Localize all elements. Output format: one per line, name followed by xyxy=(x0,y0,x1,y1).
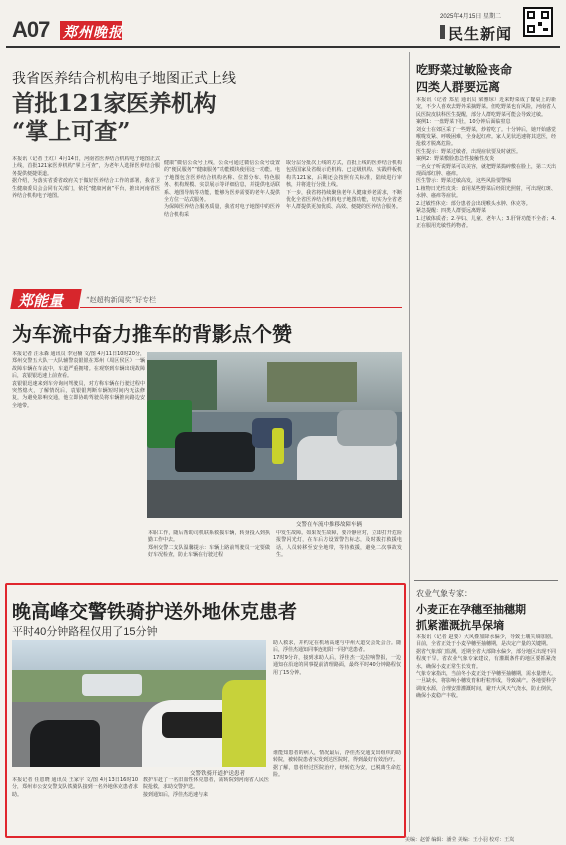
page-number: A07 xyxy=(12,17,50,42)
article-body: 本报讯（记者 赵要）大风叠加降水偏少，导致土壤失墒加剧。目前，全省正处于小麦孕穗至抽穗期，是决定产量的关键期。 据省气象部门监测，近期全省大部降水偏少，部分地区出现不同程度干旱。省农业气象专家建议，有灌溉条件的地区要抓紧浇水，确保小麦正常生长发育。 气象专家指出，当前冬小麦正处于孕穗至抽穗期，需水量增大。一旦缺水，将影响小穗发育和籽粒形成，导致减产。各地要科学调度水源，合理安排灌溉时间，避开大风天气浇水，防止倒伏，确保小麦稳产丰收。 xyxy=(416,634,556,700)
article-kicker: 我省医养结合机构电子地图正式上线 xyxy=(12,71,236,87)
photo-caption: 交警铁骑开道护送患者 xyxy=(190,771,246,777)
article-headline-2: 抓紧灌溉抗旱保墒 xyxy=(416,619,504,632)
article-body-col3: 取分层分批次上线的方式，首批上线的医养结合机构包括国家及省级示范机构、已定级机构、实践样板机构共121家，后期还会按照有关标准，陆续进行审核，并将进行分批上线。 下一步，我省将持续聚焦老年人健康养老需求，不断优化全省医养结合机构电子地图功能，切实为全省老年人群提供更加优质、高效、便捷的医养结合服务。 xyxy=(286,160,402,211)
article-headline: 晚高峰交警铁骑护送外地休克患者 xyxy=(12,601,298,623)
article-kicker: 农业气象专家： xyxy=(416,589,472,598)
masthead-rule xyxy=(6,46,560,48)
article-body-col2: 教护车赶了一名旧血性休克患者，需转院到河南省人民医院抢救，求助交警护送。 接到通知后，浮佳杰迅速与来 xyxy=(143,777,269,798)
editor-credits: 美编：赵蕾 编辑：潘莹 美编：王小羽 校对：王岚 xyxy=(405,837,515,843)
article-headline: 吃野菜过敏险丧命 xyxy=(416,63,513,77)
article-body-col3: 中发生故障。如果发生故障，要冷静应对，立即打开危险报警闪光灯，在车后方设置警告标志，及时拨打救援电话，人员转移至安全地带，等待救援，避免二次事故发生。 xyxy=(276,530,402,559)
brand-underline xyxy=(80,307,402,308)
photo-caption: 交警在车流中推移故障车辆 xyxy=(296,522,363,528)
article-headline: 为车流中奋力推车的背影点个赞 xyxy=(12,322,292,346)
section-marker xyxy=(440,25,445,39)
article-body-col3: 助人救求，并约定在机场高速与中州大道交会处会合。随后，浮佳杰通知同事连旭阳一同护送患者。 17时9分许，接到求助人后，浮佳杰一边拉响警报，一边通知在沿途的同事提前清理路面，最终平时40分钟路程仅用了15分钟。 xyxy=(273,640,401,676)
qr-code-icon xyxy=(523,7,553,37)
article-subheadline: 平时40分钟路程仅用了15分钟 xyxy=(12,626,158,638)
article-body-col1: 本报记者 任恩晓 通讯员 王家宇 文/图 4月13日16时10分，郑州市公安交警支队铁骑队接到一名外地休克患者求助。 xyxy=(12,777,138,798)
article-headline-2: 四类人群要远离 xyxy=(416,80,501,94)
issue-date: 2025年4月15日 星期二 xyxy=(440,14,502,20)
article-body-col1: 本报讯（记者 王红）4月14日，河南省医养结合机构电子地图正式上线，首批121家医养机构“掌上可查”，为老年人选择医养结合服务提供便捷渠道。 据介绍，为落实省委省政府关于做好医养结合工作的部署，我省卫生健康委员会会同有关部门，依托“健康河南”平台，推出河南省医养结合机构电子地图。 xyxy=(12,156,160,200)
section-title: 民生新闻 xyxy=(448,26,513,43)
article-body-col2: 本职工作，随后帮助司机联系救援车辆，转身投入到执勤工作中去。 郑州交警二支队温馨提示：车辆上路前驾驶员一定要做好车况检查，防止车辆在行驶过程 xyxy=(148,530,270,559)
article-headline: 首批121家医养机构 xyxy=(12,90,217,117)
newspaper-name: 郑州晚报 xyxy=(63,24,123,40)
column-divider xyxy=(409,52,410,832)
column-separator xyxy=(414,580,558,581)
news-photo-motorcycle xyxy=(12,640,266,767)
article-body-col2: 健康”微信公众号上线，公众可通过微信公众号设置的“便民服务”“健康服务”功能模块使用这一功能。电子地图包含医养结合机构名称、位置分布、特色服务、机构规模、实景展示等详细信息，并提供电话联系、地图导航等功能，能够为医养需要的老年人提供全方位一站式服务。 为保障医养结合服务质量，我省对电子地图中的医养结合机构采 xyxy=(164,160,280,218)
article-headline-2: “掌上可查” xyxy=(12,118,131,145)
column-tagline: “赵超构新闻奖”好专栏 xyxy=(86,296,157,304)
article-headline: 小麦正在孕穗至抽穗期 xyxy=(416,603,526,616)
column-brand: 郑能量 xyxy=(18,293,64,310)
article-body-col4: 谁能知患者的病人，情况最后，浮佳杰交通支出组织的助转院，被转院患者实发到达医院时，得到最好有效治疗。 据了解，患者经过医院治疗，经转危为安，已脱离生命危险。 xyxy=(273,750,401,779)
article-body-col1: 本报记者 汪永森 通讯员 李冠楠 文/图 4月11日10时20分，郑州交警五大队一大队辅警袁银银在郑州（周区侯区）一辆故障车辆在车流中，车道严重拥堵。在观察到车辆出现故障后，袁银银迅速上前查看。 袁银银迅速来到车旁询问驾驶员，对方称车辆在行驶过程中突然熄火，了解情况后，袁银银判断车辆短时间内无法修复，为避免影响交通，他立即协助驾驶员将车辆推向路边安全地带。 xyxy=(12,351,145,409)
article-body: 本报讯（记者 郑星 通讯员 梁雅琼）近来野菜成了餐桌上的新宠，不少人喜欢去野外采摘野菜。但吃野菜也有风险，河南省人民医院皮肤科医生提醒，部分人群吃野菜可能会导致过敏。 案例1：一盘野菜下肚，10分钟后面临窒息 刘女士在郊区采了一些野菜，炒着吃了。十分钟后，她开始感觉喉咙发紧、呼吸困难，全身起红疹。家人见状迅速将其送医，经抢救才脱离危险。 医生提示：野菜过敏者，出现症状要及时就医。 案例2：野菜敷脸患急性接触性皮炎 一名女子听说野菜可以美容，就把野菜捣碎敷在脸上，第二天出现面部红肿、瘙痒。 医生警示：野菜过敏高发，这些风险要警惕 1.植物日光性皮炎：食用某些野菜后经阳光照射，可出现红斑、水肿、瘙痒等症状。 2.过敏性休克：部分患者会出现喉头水肿、休克等。 紧急提醒：四类人群要远离野菜 1.过敏体质者；2.孕妇、儿童、老年人；3.肝肾功能不全者；4.正在服用光敏性药物者。 xyxy=(416,97,556,229)
news-photo-traffic xyxy=(147,352,402,518)
